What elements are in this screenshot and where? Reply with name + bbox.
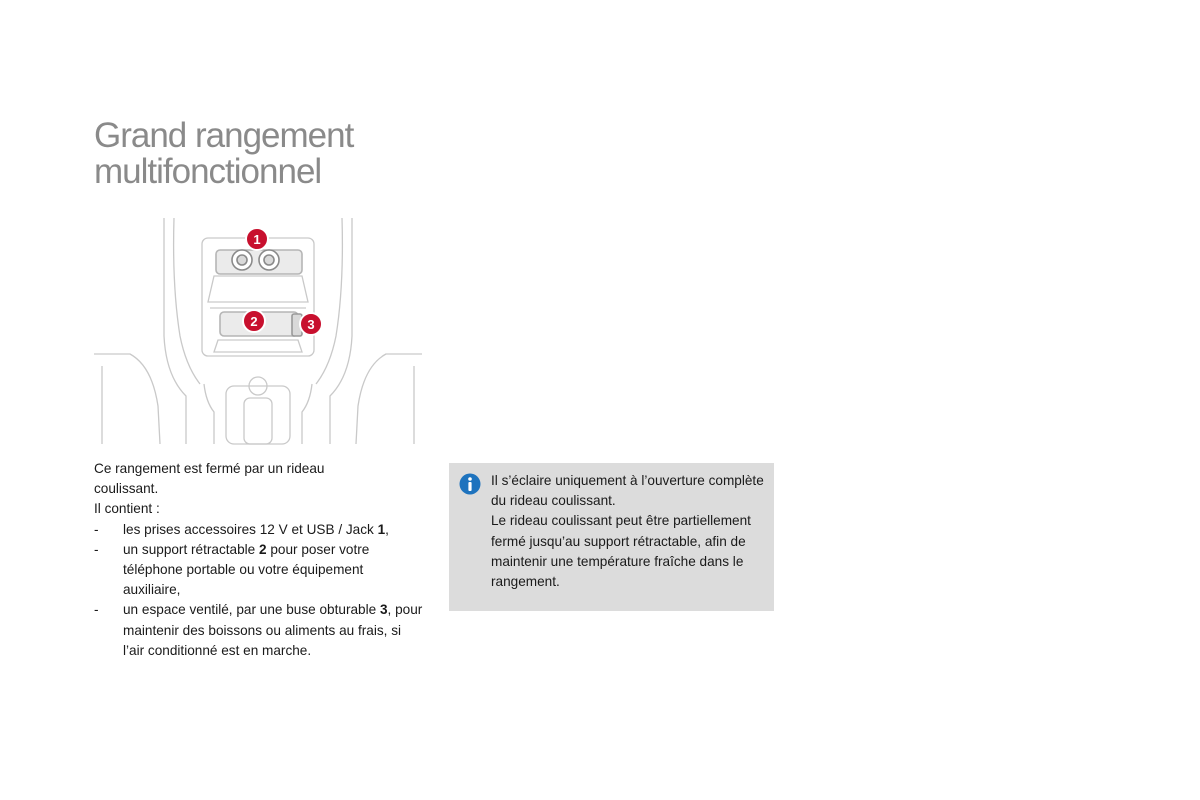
list-item: [94, 540, 424, 601]
intro-line-2: coulissant.: [94, 481, 159, 497]
list-item: [94, 520, 424, 540]
callout-3: [300, 313, 322, 335]
intro-line-1: Ce rangement est fermé par un rideau: [94, 461, 325, 476]
page-title: [94, 118, 454, 190]
list-dash: -: [94, 602, 99, 618]
info-text-1: Il s’éclaire uniquement à l’ouverture complète du rideau coulissant.: [491, 473, 764, 509]
callout-3-label: 3: [307, 317, 315, 332]
storage-illustration: [94, 216, 422, 446]
item-number: 2: [259, 541, 267, 557]
info-note: [449, 463, 774, 611]
item-number: 1: [377, 521, 386, 537]
list-dash: -: [94, 541, 99, 557]
list-item-text: les prises accessoires 12 V et USB / Jack: [123, 521, 378, 537]
item-number: 3: [379, 602, 388, 618]
list-item: [94, 600, 424, 661]
list-item-text: un espace ventilé, par une buse obturable: [123, 602, 380, 618]
info-icon: [459, 473, 481, 495]
contains-label: Il contient :: [94, 501, 160, 517]
title-line-2: multifonctionnel: [94, 152, 322, 191]
callout-1: [246, 228, 268, 250]
list-item-text-end: pour poser votre téléphone portable ou votre équipement auxiliaire,: [123, 541, 370, 598]
callout-2-label: 2: [250, 314, 258, 329]
intro-text: [94, 459, 424, 499]
list-item-text: un support rétractable: [123, 541, 260, 557]
callout-2: [243, 310, 265, 332]
info-text-2: Le rideau coulissant peut être partiellement fermé jusqu’au support rétractable, afin de maintenir une température fraîche dans le rangement.: [491, 513, 751, 590]
list-item-text-end: , pour maintenir des boissons ou aliments au frais, si l’air conditionné est en marche.: [123, 602, 423, 658]
description: [94, 459, 424, 661]
title-line-1: Grand rangement: [94, 116, 354, 155]
callout-1-label: 1: [253, 232, 261, 247]
list-dash: -: [94, 521, 99, 537]
list-item-text-end: ,: [385, 521, 389, 537]
console-drawing: [94, 216, 422, 446]
contents-list: [94, 520, 424, 661]
